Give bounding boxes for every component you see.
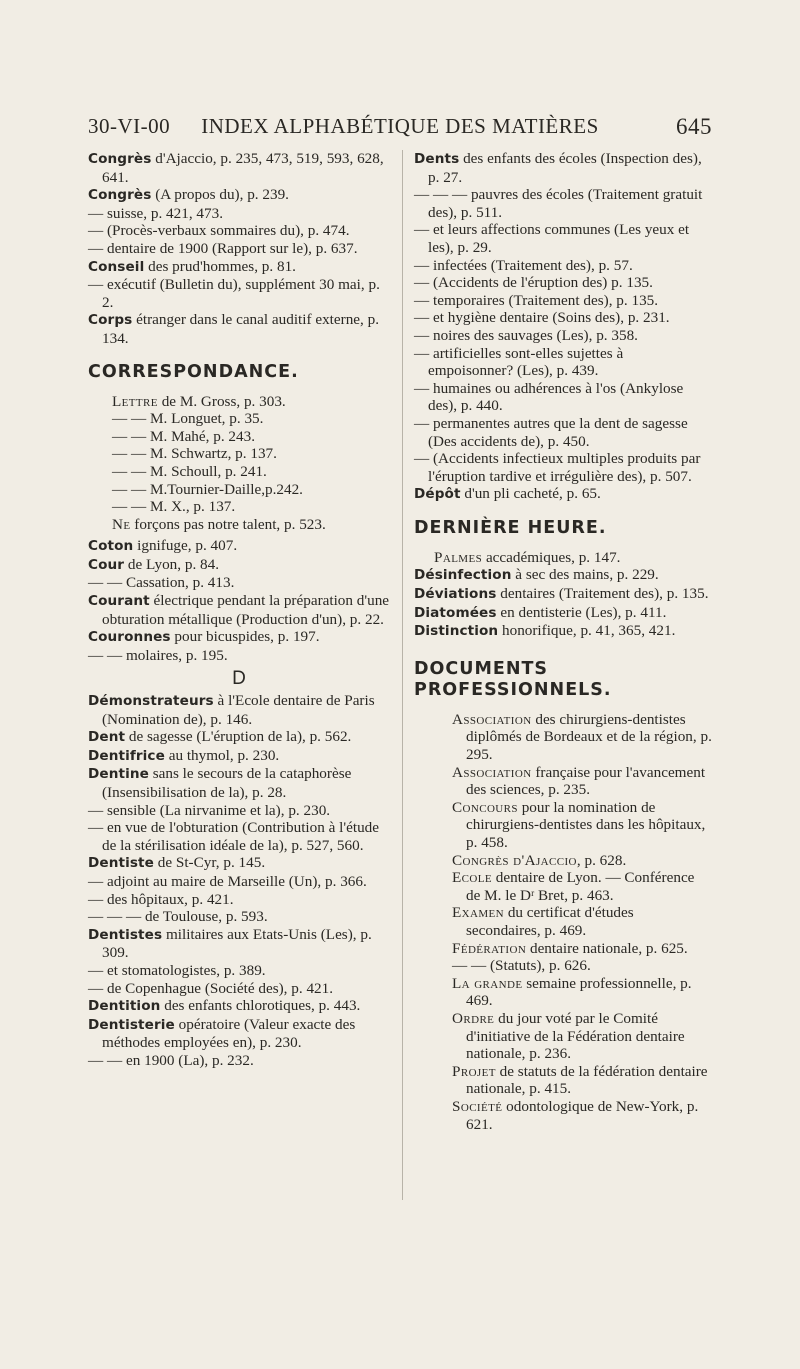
index-entry: — noires des sauvages (Les), p. 358. bbox=[414, 326, 638, 344]
section-heading-documents-professionnels: DOCUMENTS PROFESSIONNELS. bbox=[414, 658, 612, 700]
index-entry: Lettre de M. Gross, p. 303. bbox=[112, 392, 286, 410]
index-entry: Ecole dentaire de Lyon. — Conférence de M. le Dʳ Bret, p. 463. bbox=[452, 869, 695, 904]
index-entry: Dentiste de St-Cyr, p. 145. bbox=[88, 854, 266, 872]
index-entry: Projet de statuts de la fédération dentaire nationale, p. 415. bbox=[452, 1062, 708, 1098]
running-header bbox=[88, 114, 712, 144]
header-date: 30-VI-00 bbox=[88, 114, 171, 138]
index-entry: — artificielles sont-elles sujettes à empoisonner? (Les), p. 439. bbox=[414, 344, 624, 380]
index-entry: Couronnes pour bicuspides, p. 197. bbox=[88, 628, 320, 646]
index-entry: — en vue de l'obturation (Contribution à l'étude de la stérilisation idéale de la), p. 527, 560. bbox=[88, 819, 380, 854]
header-title: INDEX ALPHABÉTIQUE DES MATIÈRES bbox=[201, 114, 599, 138]
index-entry: — et hygiène dentaire (Soins des), p. 231. bbox=[414, 309, 670, 327]
index-entry: Dentine sans le secours de la cataphorèse (Insensibilisation de la), p. 28. bbox=[88, 765, 352, 801]
index-entry: — — — de Toulouse, p. 593. bbox=[88, 908, 268, 926]
index-entry: Dent de sagesse (L'éruption de la), p. 562. bbox=[88, 728, 352, 746]
index-entry: Ne forçons pas notre talent, p. 523. bbox=[112, 515, 326, 533]
index-entry: — de Copenhague (Société des), p. 421. bbox=[88, 979, 334, 997]
index-entry: — — M. Schoull, p. 241. bbox=[112, 462, 267, 480]
index-entry: Courant électrique pendant la préparation d'une obturation métallique (Production d'un), p. 22. bbox=[88, 592, 390, 628]
index-entry: — dentaire de 1900 (Rapport sur le), p. 637. bbox=[88, 239, 358, 257]
index-entry: — temporaires (Traitement des), p. 135. bbox=[414, 291, 659, 309]
index-entry: — (Procès-verbaux sommaires du), p. 474. bbox=[88, 222, 350, 240]
index-entry: — — (Statuts), p. 626. bbox=[452, 957, 591, 975]
index-entry: — — M. X., p. 137. bbox=[112, 498, 236, 516]
index-entry: Dentisterie opératoire (Valeur exacte des méthodes employées en), p. 230. bbox=[88, 1015, 356, 1052]
index-entry: Congrès d'Ajaccio, p. 235, 473, 519, 593, 628, 641. bbox=[88, 150, 384, 186]
index-entry: — — — pauvres des écoles (Traitement gratuit des), p. 511. bbox=[414, 186, 703, 221]
section-heading-derniere-heure: DERNIÈRE HEURE. bbox=[414, 517, 607, 538]
index-entry: Dentifrice au thymol, p. 230. bbox=[88, 746, 280, 764]
index-entry: Distinction honorifique, p. 41, 365, 421. bbox=[414, 622, 676, 640]
index-entry: — suisse, p. 421, 473. bbox=[88, 204, 224, 222]
index-entry: — (Accidents infectieux multiples produits par l'éruption tardive et irrégulière des), p. 507. bbox=[414, 450, 701, 485]
section-heading-correspondance: CORRESPONDANCE. bbox=[88, 361, 299, 382]
column-divider bbox=[402, 150, 403, 1200]
index-entry: — — M. Mahé, p. 243. bbox=[112, 427, 256, 445]
index-entry: — sensible (La nirvanime et la), p. 230. bbox=[88, 801, 331, 819]
index-entry: Cour de Lyon, p. 84. bbox=[88, 555, 220, 573]
index-entry: Palmes accadémiques, p. 147. bbox=[434, 548, 621, 566]
page-number: 645 bbox=[676, 114, 712, 139]
letter-heading: D bbox=[232, 668, 246, 690]
index-entry: Congrès (A propos du), p. 239. bbox=[88, 186, 289, 204]
index-entry: — et stomatologistes, p. 389. bbox=[88, 961, 266, 979]
index-entry: — — M.Tournier-Daille,p.242. bbox=[112, 480, 303, 498]
index-entry: Ordre du jour voté par le Comité d'initiative de la Fédération dentaire nationale, p. 236. bbox=[452, 1009, 685, 1063]
index-entry: — et leurs affections communes (Les yeux et les), p. 29. bbox=[414, 221, 690, 256]
index-entry: — — Cassation, p. 413. bbox=[88, 574, 235, 592]
index-entry: — — M. Schwartz, p. 137. bbox=[112, 445, 277, 463]
index-entry: Congrès d'Ajaccio, p. 628. bbox=[452, 851, 627, 869]
index-entry: Examen du certificat d'études secondaires, p. 469. bbox=[452, 904, 634, 939]
index-entry: Association des chirurgiens-dentistes diplômés de Bordeaux et de la région, p. 295. bbox=[452, 710, 712, 764]
index-entry: — adjoint au maire de Marseille (Un), p. 366. bbox=[88, 872, 367, 890]
index-entry: Société odontologique de New-York, p. 621. bbox=[452, 1097, 699, 1133]
index-entry: Conseil des prud'hommes, p. 81. bbox=[88, 257, 296, 275]
index-entry: — infectées (Traitement des), p. 57. bbox=[414, 256, 633, 274]
index-entry: Dents des enfants des écoles (Inspection des), p. 27. bbox=[414, 150, 702, 186]
index-entry: Dentition des enfants chlorotiques, p. 443. bbox=[88, 997, 361, 1015]
index-entry: Corps étranger dans le canal auditif externe, p. 134. bbox=[88, 311, 380, 347]
index-entry: Déviations dentaires (Traitement des), p. 135. bbox=[414, 585, 709, 603]
index-entry: Dentistes militaires aux Etats-Unis (Les), p. 309. bbox=[88, 925, 372, 962]
index-entry: — (Accidents de l'éruption des) p. 135. bbox=[414, 274, 653, 292]
index-entry: Dépôt d'un pli cacheté, p. 65. bbox=[414, 485, 601, 503]
index-entry: Association française pour l'avancement des sciences, p. 235. bbox=[452, 763, 706, 799]
index-entry: — — M. Longuet, p. 35. bbox=[112, 410, 264, 428]
right-column bbox=[414, 150, 712, 1133]
index-entry: — — en 1900 (La), p. 232. bbox=[88, 1051, 254, 1069]
index-entry: Concours pour la nomination de chirurgiens-dentistes dans les hôpitaux, p. 458. bbox=[452, 798, 706, 851]
index-entry: — humaines ou adhérences à l'os (Ankylose des), p. 440. bbox=[414, 379, 684, 415]
index-entry: Fédération dentaire nationale, p. 625. bbox=[452, 939, 688, 957]
left-column bbox=[88, 150, 390, 1070]
index-entry: La grande semaine professionnelle, p. 469. bbox=[452, 974, 692, 1010]
index-entry: Diatomées en dentisterie (Les), p. 411. bbox=[414, 603, 667, 621]
index-entry: Désinfection à sec des mains, p. 229. bbox=[414, 566, 659, 584]
index-entry: Démonstrateurs à l'Ecole dentaire de Paris (Nomination de), p. 146. bbox=[88, 692, 375, 728]
index-entry: — — molaires, p. 195. bbox=[88, 646, 228, 664]
index-entry: — exécutif (Bulletin du), supplément 30 mai, p. 2. bbox=[88, 276, 380, 311]
index-entry: Coton ignifuge, p. 407. bbox=[88, 537, 238, 555]
index-entry: — des hôpitaux, p. 421. bbox=[88, 890, 234, 908]
index-entry: — permanentes autres que la dent de sagesse (Des accidents de), p. 450. bbox=[414, 414, 688, 450]
